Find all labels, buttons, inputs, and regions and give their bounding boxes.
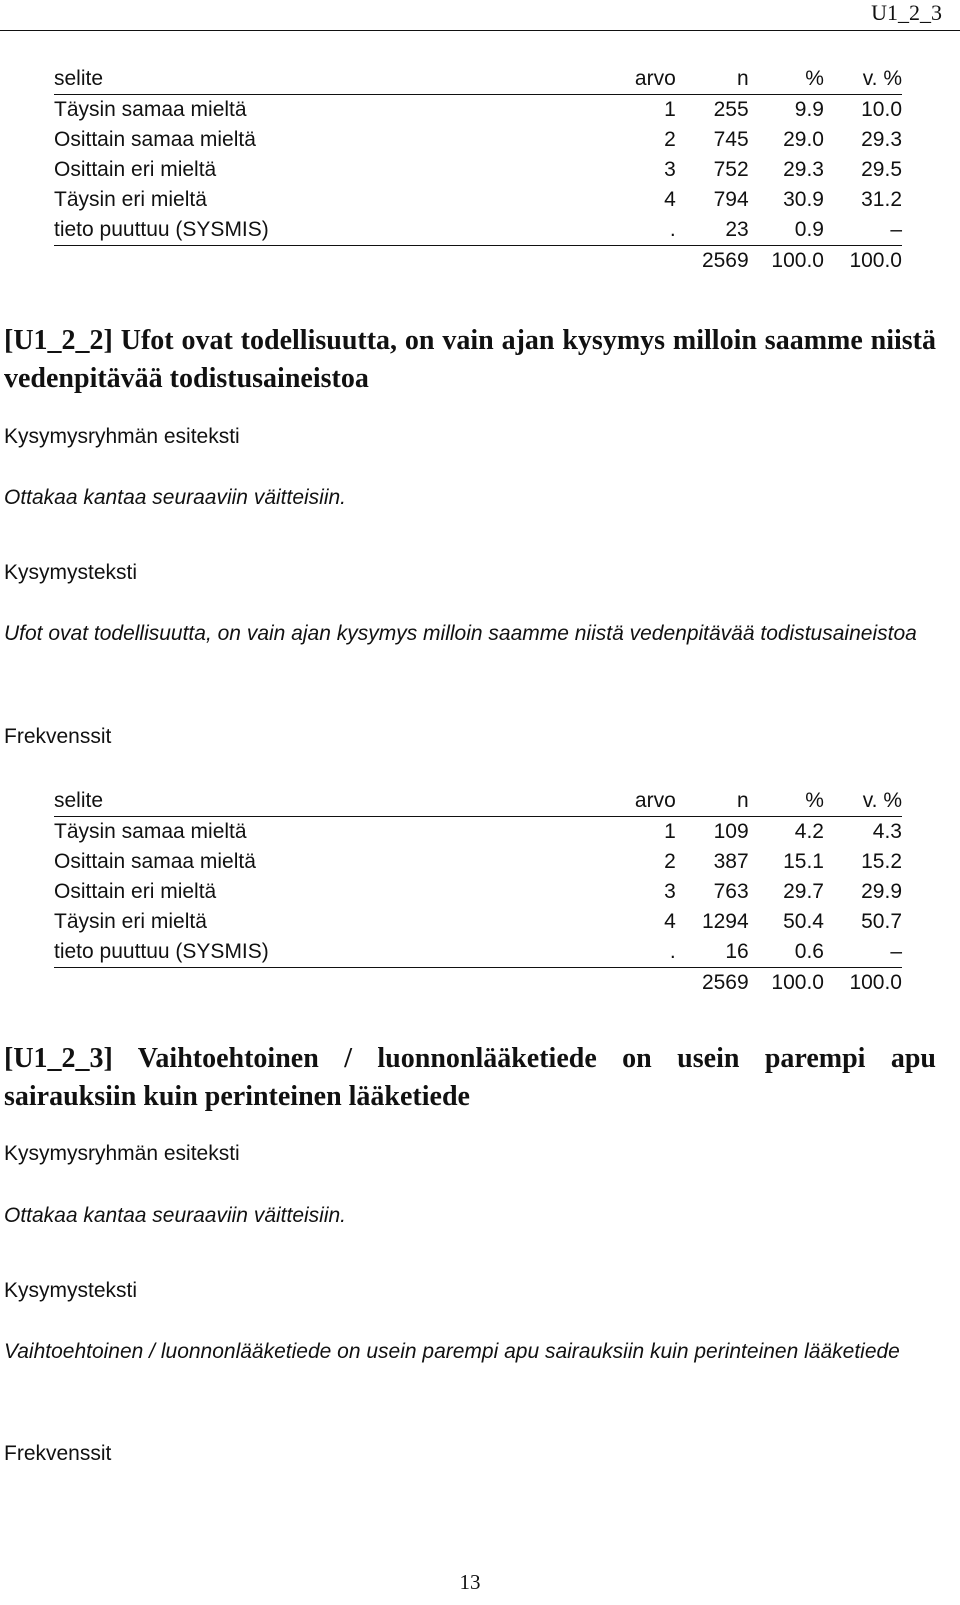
- col-header-arvo: arvo: [452, 64, 675, 95]
- cell-pct: 15.1: [783, 850, 824, 873]
- table-header-row: [54, 786, 902, 817]
- frequencies-heading: Frekvenssit: [4, 1442, 112, 1465]
- cell-label: [54, 968, 452, 999]
- cell-valid-pct: 29.9: [861, 880, 902, 903]
- total-n: 2569: [676, 246, 749, 277]
- cell-n: 23: [725, 218, 749, 241]
- question-text: Vaihtoehtoinen / luonnonlääketiede on usein parempi apu sairauksiin kuin perinteinen lääketiede: [4, 1340, 900, 1363]
- question-text: Ufot ovat todellisuutta, on vain ajan kysymys milloin saamme niistä vedenpitävää todistusaineistoa: [4, 622, 917, 645]
- cell-arvo: 1: [664, 98, 676, 121]
- cell-label: Täysin samaa mieltä: [54, 98, 247, 121]
- table-row: [54, 877, 902, 907]
- cell-pct: 4.2: [794, 820, 824, 843]
- cell-valid-pct: 29.3: [861, 128, 902, 151]
- cell-arvo: 3: [664, 880, 676, 903]
- group-text: Ottakaa kantaa seuraaviin väitteisiin.: [4, 1204, 347, 1227]
- table-row: [54, 155, 902, 185]
- group-text: Ottakaa kantaa seuraaviin väitteisiin.: [4, 486, 347, 509]
- col-header-pct: %: [749, 786, 824, 817]
- cell-valid-pct: –: [890, 940, 902, 963]
- cell-n: 255: [713, 98, 749, 121]
- question-text-heading: Kysymysteksti: [4, 561, 138, 584]
- cell-label: Osittain eri mieltä: [54, 158, 217, 181]
- cell-arvo: 2: [664, 850, 676, 873]
- col-header-n: n: [676, 64, 749, 95]
- cell-pct: 29.3: [783, 158, 824, 181]
- cell-arvo: .: [669, 940, 676, 963]
- frequency-table-u1-2-2: [54, 786, 902, 998]
- table-row: [54, 817, 902, 848]
- cell-arvo: 1: [664, 820, 676, 843]
- cell-n: 745: [713, 128, 749, 151]
- col-header-selite: selite: [54, 64, 452, 95]
- cell-arvo: 4: [664, 910, 676, 933]
- cell-label: Täysin eri mieltä: [54, 188, 207, 211]
- col-header-valid-pct: v. %: [824, 786, 902, 817]
- cell-label: [54, 246, 452, 277]
- group-text-heading: Kysymysryhmän esiteksti: [4, 1142, 240, 1165]
- total-valid-pct: 100.0: [824, 246, 902, 277]
- table-row: [54, 95, 902, 126]
- col-header-pct: %: [749, 64, 824, 95]
- col-header-arvo: arvo: [452, 786, 675, 817]
- cell-valid-pct: 15.2: [861, 850, 902, 873]
- cell-n: 16: [725, 940, 749, 963]
- cell-label: Osittain samaa mieltä: [54, 128, 256, 151]
- page-number: 13: [459, 1570, 481, 1594]
- total-n: 2569: [676, 968, 749, 999]
- table-row: [54, 215, 902, 246]
- section-title-u1-2-3: [U1_2_3] Vaihtoehtoinen / luonnonlääketiede on usein parempi apu sairauksiin kuin perinteinen lääketiede: [4, 1043, 936, 1112]
- cell-arvo: .: [669, 218, 676, 241]
- table-row: [54, 847, 902, 877]
- cell-label: tieto puuttuu (SYSMIS): [54, 218, 269, 241]
- cell-n: 752: [713, 158, 749, 181]
- cell-label: Osittain samaa mieltä: [54, 850, 256, 873]
- col-header-n: n: [676, 786, 749, 817]
- cell-n: 763: [713, 880, 749, 903]
- table-total-row: [54, 246, 902, 277]
- col-header-valid-pct: v. %: [824, 64, 902, 95]
- table-total-row: [54, 968, 902, 999]
- cell-pct: 0.6: [794, 940, 824, 963]
- col-header-selite: selite: [54, 786, 452, 817]
- cell-arvo: 3: [664, 158, 676, 181]
- total-valid-pct: 100.0: [824, 968, 902, 999]
- cell-arvo: [452, 968, 675, 999]
- cell-valid-pct: 29.5: [861, 158, 902, 181]
- frequency-table-top: [54, 64, 902, 276]
- question-text-heading: Kysymysteksti: [4, 1279, 138, 1302]
- section-title-u1-2-2: [U1_2_2] Ufot ovat todellisuutta, on vain ajan kysymys milloin saamme niistä vedenpitävää todistusaineistoa: [4, 325, 936, 394]
- table-row: [54, 937, 902, 968]
- cell-pct: 0.9: [794, 218, 824, 241]
- cell-pct: 50.4: [783, 910, 824, 933]
- table-row: [54, 125, 902, 155]
- table-row: [54, 185, 902, 215]
- cell-n: 109: [713, 820, 749, 843]
- cell-arvo: [452, 246, 675, 277]
- total-pct: 100.0: [749, 968, 824, 999]
- cell-n: 794: [713, 188, 749, 211]
- cell-label: tieto puuttuu (SYSMIS): [54, 940, 269, 963]
- cell-valid-pct: 10.0: [861, 98, 902, 121]
- cell-valid-pct: 4.3: [872, 820, 902, 843]
- cell-n: 387: [713, 850, 749, 873]
- cell-arvo: 2: [664, 128, 676, 151]
- running-header-code: U1_2_3: [871, 0, 942, 25]
- table-row: [54, 907, 902, 937]
- frequencies-heading: Frekvenssit: [4, 725, 112, 748]
- cell-arvo: 4: [664, 188, 676, 211]
- cell-valid-pct: 50.7: [861, 910, 902, 933]
- total-pct: 100.0: [749, 246, 824, 277]
- cell-n: 1294: [701, 910, 749, 933]
- header-rule: [0, 30, 960, 31]
- cell-valid-pct: 31.2: [861, 188, 902, 211]
- cell-label: Täysin samaa mieltä: [54, 820, 247, 843]
- cell-label: Osittain eri mieltä: [54, 880, 217, 903]
- table-header-row: [54, 64, 902, 95]
- group-text-heading: Kysymysryhmän esiteksti: [4, 425, 240, 448]
- cell-valid-pct: –: [890, 218, 902, 241]
- cell-pct: 30.9: [783, 188, 824, 211]
- cell-pct: 29.0: [783, 128, 824, 151]
- cell-pct: 9.9: [794, 98, 824, 121]
- cell-label: Täysin eri mieltä: [54, 910, 207, 933]
- cell-pct: 29.7: [783, 880, 824, 903]
